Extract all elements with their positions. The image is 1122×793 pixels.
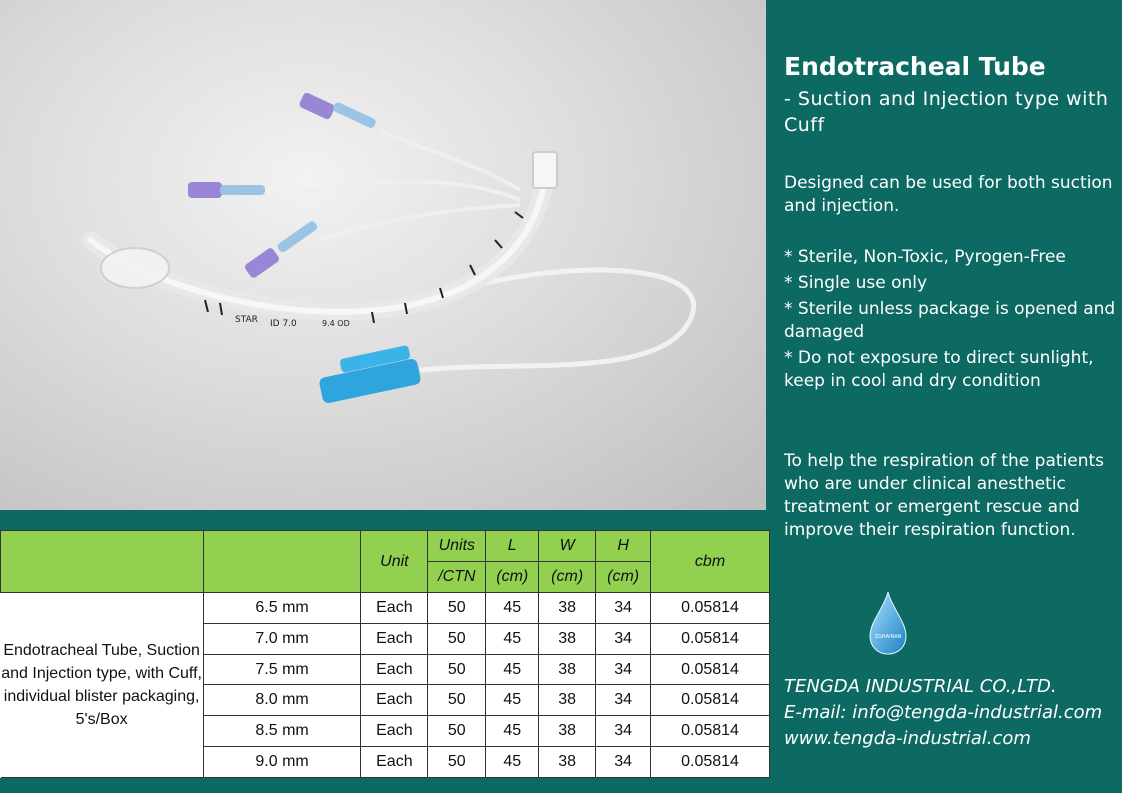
cell-size: 9.0 mm (203, 747, 361, 778)
header-unit: Unit (361, 531, 428, 593)
cell-w: 38 (539, 654, 596, 685)
cell-w: 38 (539, 593, 596, 624)
cell-h: 34 (596, 654, 651, 685)
product-subtitle: - Suction and Injection type with Cuff (784, 88, 1109, 136)
cell-l: 45 (486, 685, 539, 716)
cell-unit: Each (361, 623, 428, 654)
company-contact (784, 674, 1102, 752)
cell-l: 45 (486, 654, 539, 685)
cell-size: 7.0 mm (203, 623, 361, 654)
luer-connector-2 (188, 182, 265, 198)
specification-table (0, 530, 770, 778)
luer-connector-1 (298, 92, 377, 130)
cell-h: 34 (596, 685, 651, 716)
company-email[interactable]: E-mail: info@tengda-industrial.com (784, 702, 1103, 723)
header-l-unit: (cm) (486, 562, 539, 593)
cell-size: 7.5 mm (203, 654, 361, 685)
tube-od-text: 9.4 OD (322, 319, 350, 328)
cell-qty: 50 (428, 654, 486, 685)
header-w-unit: (cm) (539, 562, 596, 593)
header-cbm: cbm (651, 531, 770, 593)
cell-l: 45 (486, 747, 539, 778)
tube-brand-text: STAR (235, 315, 258, 325)
tube-id-text: ID 7.0 (270, 319, 297, 329)
feature-item: * Do not exposure to direct sunlight, keep in cool and dry condition (784, 347, 1094, 391)
cell-unit: Each (361, 716, 428, 747)
product-info-panel (784, 52, 1119, 540)
header-blank-size (203, 531, 361, 593)
cell-cbm: 0.05814 (651, 593, 770, 624)
endotracheal-tube-illustration (0, 0, 766, 510)
pilot-valve (318, 345, 421, 404)
cell-qty: 50 (428, 716, 486, 747)
logo-text: ZGHAINAN (874, 634, 902, 640)
header-w: W (539, 531, 596, 562)
product-photo (0, 0, 766, 510)
feature-item: * Sterile unless package is opened and damaged (784, 298, 1116, 342)
cell-l: 45 (486, 716, 539, 747)
cell-unit: Each (361, 747, 428, 778)
cell-qty: 50 (428, 593, 486, 624)
header-l: L (486, 531, 539, 562)
cell-w: 38 (539, 685, 596, 716)
product-intro: Designed can be used for both suction and injection. (784, 173, 1113, 216)
header-blank (1, 531, 204, 593)
feature-list (784, 246, 1119, 396)
cell-l: 45 (486, 623, 539, 654)
luer-connector-3 (243, 220, 318, 280)
header-h: H (596, 531, 651, 562)
cell-unit: Each (361, 654, 428, 685)
cell-cbm: 0.05814 (651, 716, 770, 747)
cell-qty: 50 (428, 623, 486, 654)
cell-size: 8.5 mm (203, 716, 361, 747)
cell-h: 34 (596, 747, 651, 778)
company-logo-droplet-icon (866, 590, 910, 656)
cell-qty: 50 (428, 685, 486, 716)
cell-cbm: 0.05814 (651, 623, 770, 654)
cell-qty: 50 (428, 747, 486, 778)
cell-w: 38 (539, 747, 596, 778)
cell-h: 34 (596, 593, 651, 624)
header-units: Units (428, 531, 486, 562)
product-title: Endotracheal Tube (784, 52, 1046, 81)
feature-item: * Single use only (784, 272, 928, 293)
cell-cbm: 0.05814 (651, 685, 770, 716)
cell-w: 38 (539, 716, 596, 747)
cell-unit: Each (361, 685, 428, 716)
company-name: TENGDA INDUSTRIAL CO.,LTD. (784, 676, 1057, 697)
header-per-ctn: /CTN (428, 562, 486, 593)
cell-unit: Each (361, 593, 428, 624)
cell-l: 45 (486, 593, 539, 624)
cell-size: 8.0 mm (203, 685, 361, 716)
table-body (1, 593, 770, 778)
header-h-unit: (cm) (596, 562, 651, 593)
cell-h: 34 (596, 623, 651, 654)
product-description-cell: Endotracheal Tube, Suction and Injection type, with Cuff, individual blister packaging, 5's/Box (1, 593, 204, 778)
company-website[interactable]: www.tengda-industrial.com (784, 728, 1031, 749)
cell-h: 34 (596, 716, 651, 747)
cell-w: 38 (539, 623, 596, 654)
cell-cbm: 0.05814 (651, 654, 770, 685)
cell-size: 6.5 mm (203, 593, 361, 624)
feature-item: * Sterile, Non-Toxic, Pyrogen-Free (784, 247, 1066, 267)
table-row (1, 593, 770, 624)
cell-cbm: 0.05814 (651, 747, 770, 778)
product-purpose: To help the respiration of the patients who are under clinical anesthetic treatment or emergent rescue and improve their respiration function. (784, 451, 1105, 540)
